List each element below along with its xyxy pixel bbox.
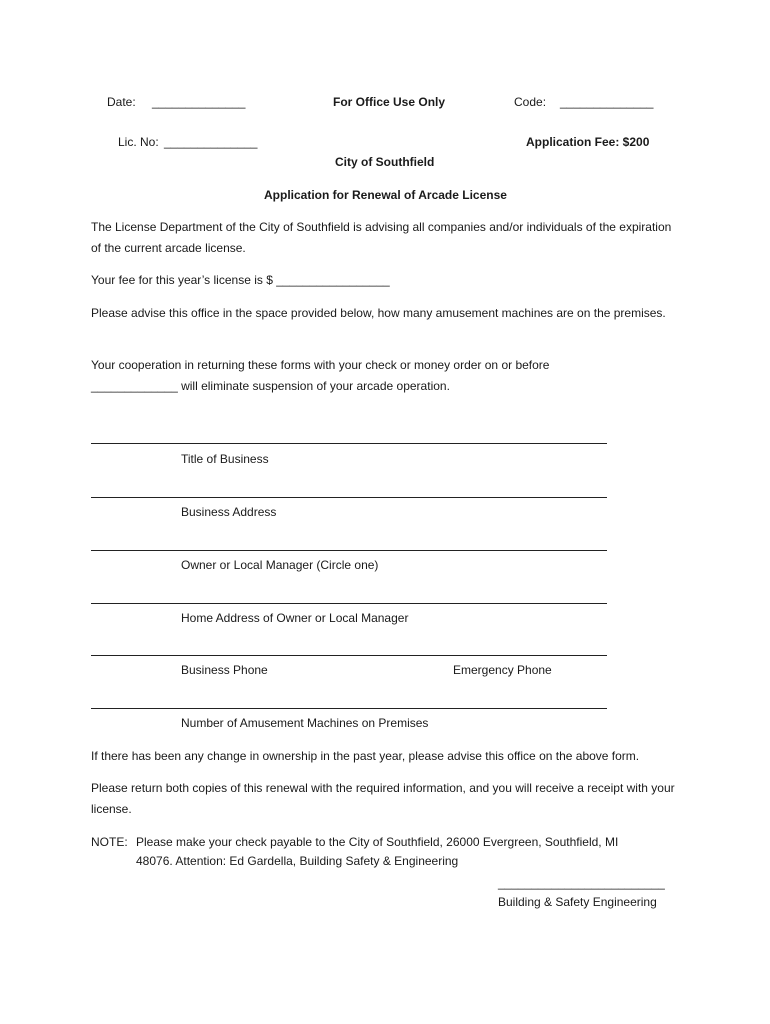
owner-manager-line[interactable] (91, 550, 607, 551)
num-machines-label: Number of Amusement Machines on Premises (181, 716, 429, 730)
ownership-change-notice: If there has been any change in ownership in the past year, please advise this office on the above form. (91, 749, 640, 763)
return-notice: Please return both copies of this renewal with the required information, and you will receive a receipt with your license. (91, 781, 675, 816)
date-label: Date: (107, 95, 136, 109)
note-label: NOTE: (91, 835, 128, 849)
title-of-business-line[interactable] (91, 443, 607, 444)
office-use-heading: For Office Use Only (333, 95, 446, 109)
lic-no-label: Lic. No: (118, 135, 159, 149)
date-field[interactable]: ______________ (152, 95, 246, 109)
home-address-line[interactable] (91, 603, 607, 604)
num-machines-line[interactable] (91, 708, 607, 709)
lic-no-field[interactable]: ______________ (164, 135, 258, 149)
phone-line[interactable] (91, 655, 607, 656)
note-line-2: 48076. Attention: Ed Gardella, Building Safety & Engineering (136, 854, 459, 868)
form-heading: Application for Renewal of Arcade License (264, 188, 507, 202)
intro-paragraph: The License Department of the City of Southfield is advising all companies and/or individuals of the expiration of the current arcade license. (91, 220, 672, 255)
note-line-1: Please make your check payable to the City of Southfield, 26000 Evergreen, Southfield, MI (136, 835, 619, 849)
home-address-label: Home Address of Owner or Local Manager (181, 611, 409, 625)
advise-paragraph: Please advise this office in the space provided below, how many amusement machines are on the premises. (91, 306, 666, 320)
cooperation-paragraph: Your cooperation in returning these forms with your check or money order on or before _____________ will eliminate suspension of your arcade operation. (91, 358, 550, 393)
owner-manager-label: Owner or Local Manager (Circle one) (181, 558, 379, 572)
signature-line[interactable]: _________________________ (498, 876, 665, 890)
emergency-phone-label: Emergency Phone (453, 663, 552, 677)
code-field[interactable]: ______________ (560, 95, 654, 109)
title-of-business-label: Title of Business (181, 452, 269, 466)
business-phone-label: Business Phone (181, 663, 268, 677)
signature-label: Building & Safety Engineering (498, 895, 657, 909)
business-address-line[interactable] (91, 497, 607, 498)
city-name: City of Southfield (335, 155, 435, 169)
code-label: Code: (514, 95, 547, 109)
application-fee: Application Fee: $200 (526, 135, 650, 149)
fee-line[interactable]: Your fee for this year’s license is $ _________________ (91, 273, 390, 287)
business-address-label: Business Address (181, 505, 277, 519)
